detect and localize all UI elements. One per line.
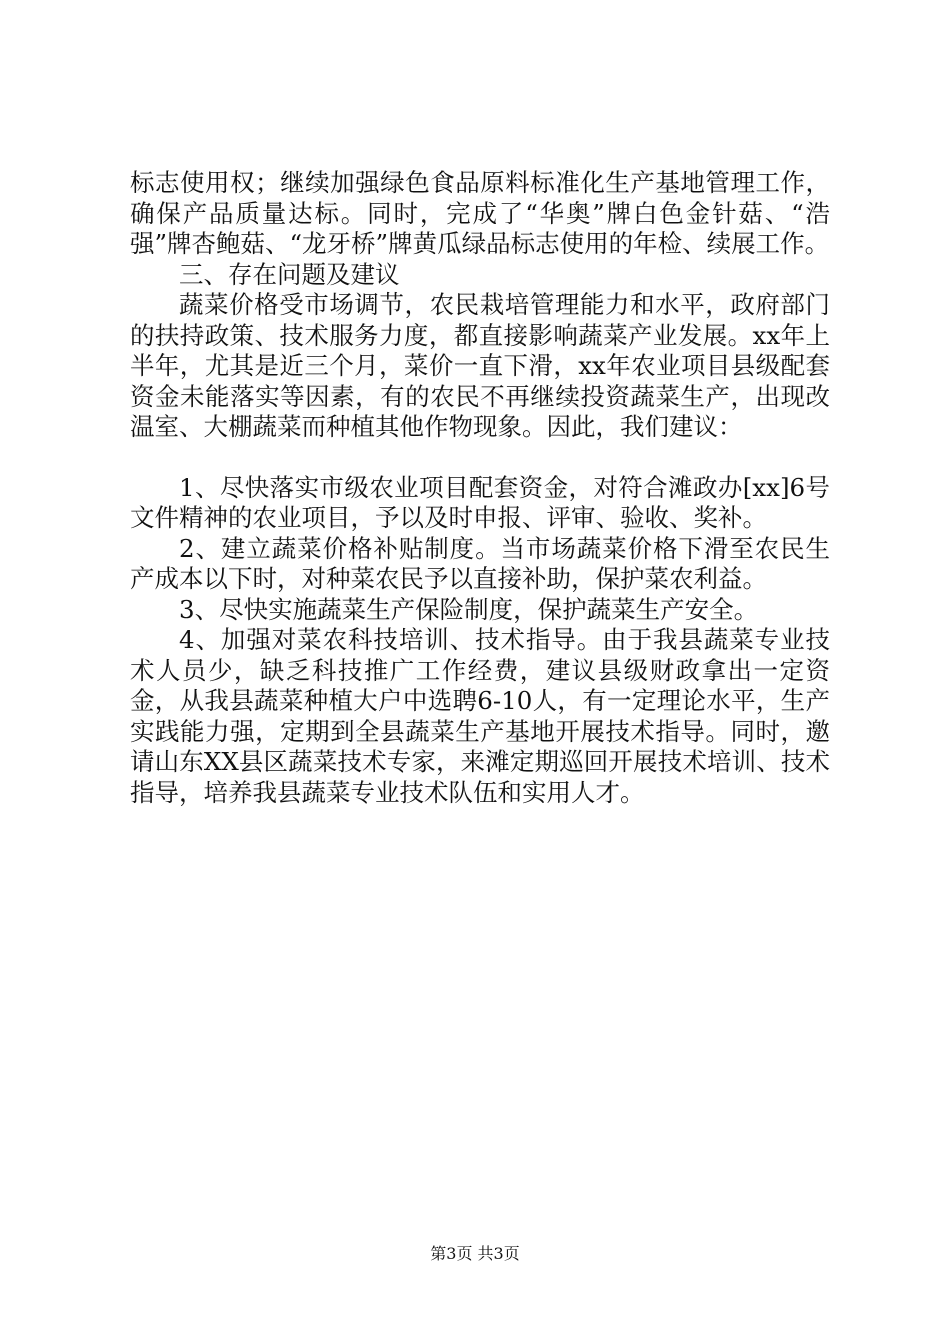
paragraph-green-food-label: 标志使用权；继续加强绿色食品原料标准化生产基地管理工作，确保产品质量达标。同时，完成了“华奥”牌白色金针菇、“浩强”牌杏鲍菇、“龙牙桥”牌黄瓜绿品标志使用的年检、续展工作。 [130, 168, 830, 258]
section-heading-problems-suggestions: 三、存在问题及建议 [179, 259, 400, 289]
document-body [130, 168, 830, 808]
paragraph-vegetable-price: 蔬菜价格受市场调节，农民栽培管理能力和水平，政府部门的扶持政策、技术服务力度，都直接影响蔬菜产业发展。xx年上半年，尤其是近三个月，菜价一直下滑，xx年农业项目县级配套资金未能落实等因素，有的农民不再继续投资蔬菜生产，出现改温室、大棚蔬菜而种植其他作物现象。因此，我们建议： [130, 290, 830, 441]
page-number-footer: 第3页 共3页 [430, 1244, 520, 1263]
suggestion-item-2: 2、建立蔬菜价格补贴制度。当市场蔬菜价格下滑至农民生产成本以下时，对种菜农民予以直接补助，保护菜农利益。 [130, 533, 830, 593]
suggestion-item-1: 1、尽快落实市级农业项目配套资金，对符合滩政办[xx]6号文件精神的农业项目，予以及时申报、评审、验收、奖补。 [130, 472, 830, 532]
paragraph-spacer [130, 443, 830, 473]
suggestion-item-4: 4、加强对菜农科技培训、技术指导。由于我县蔬菜专业技术人员少，缺乏科技推广工作经费，建议县级财政拿出一定资金，从我县蔬菜种植大户中选聘6-10人，有一定理论水平，生产实践能力强，定期到全县蔬菜生产基地开展技术指导。同时，邀请山东XX县区蔬菜技术专家，来滩定期巡回开展技术培训、技术指导，培养我县蔬菜专业技术队伍和实用人才。 [130, 625, 830, 807]
suggestion-item-3: 3、尽快实施蔬菜生产保险制度，保护蔬菜生产安全。 [179, 594, 759, 624]
